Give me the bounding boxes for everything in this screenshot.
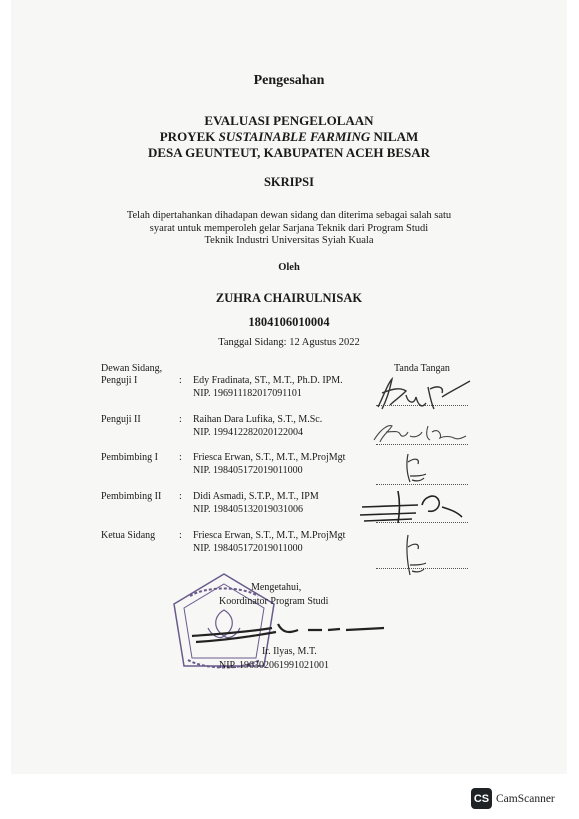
member-name: Friesca Erwan, S.T., M.T., M.ProjMgt — [193, 452, 346, 463]
member-nip: NIP. 198405172019011000 — [193, 465, 303, 476]
member-colon: : — [179, 414, 182, 425]
member-name: Raihan Dara Lufika, S.T., M.Sc. — [193, 414, 323, 425]
signature-pembimbing-1 — [398, 452, 432, 486]
thesis-title-line1: EVALUASI PENGELOLAAN — [204, 113, 374, 128]
coordinator-nip: NIP. 196302061991021001 — [219, 660, 330, 671]
by-label: Oleh — [278, 262, 300, 273]
member-role: Pembimbing II — [101, 491, 162, 502]
member-role: Penguji II — [101, 414, 141, 425]
member-nip: NIP. 198405132019031006 — [193, 504, 304, 515]
student-id: 1804106010004 — [248, 315, 330, 329]
approval-statement: Telah dipertahankan dihadapan dewan sidang dan diterima sebagai salah satu syarat untuk memperoleh gelar Sarjana Teknik dari Program Studi Teknik Industri Universitas Syiah Kuala — [126, 210, 452, 246]
coordinator-name: Ir. Ilyas, M.T. — [262, 646, 317, 657]
page-heading: Pengesahan — [253, 73, 325, 88]
thesis-title-line3: DESA GEUNTEUT, KABUPATEN ACEH BESAR — [147, 145, 431, 160]
signature-penguji-2 — [370, 418, 470, 446]
member-nip: NIP. 198405172019011000 — [193, 543, 303, 554]
member-nip: NIP. 196911182017091101 — [193, 388, 302, 399]
member-role: Pembimbing I — [101, 452, 158, 463]
member-name: Edy Fradinata, ST., M.T., Ph.D. IPM. — [193, 375, 343, 386]
thesis-title — [11, 113, 567, 161]
camscanner-icon: CS — [471, 788, 492, 809]
camscanner-label: CamScanner — [496, 792, 555, 805]
member-nip: NIP. 199412282020122004 — [193, 427, 304, 438]
thesis-title-line2: PROYEK SUSTAINABLE FARMING NILAM — [159, 129, 419, 144]
signature-penguji-1 — [370, 375, 475, 415]
member-name: Friesca Erwan, S.T., M.T., M.ProjMgt — [193, 530, 346, 541]
member-colon: : — [179, 452, 182, 463]
document-type: SKRIPSI — [263, 175, 315, 189]
member-role: Penguji I — [101, 375, 138, 386]
signature-header: Tanda Tangan — [394, 363, 450, 374]
member-name: Didi Asmadi, S.T.P., M.T., IPM — [193, 491, 319, 502]
member-colon: : — [179, 530, 182, 541]
signature-pembimbing-2 — [358, 487, 468, 527]
coordinator-position: Koordinator Program Studi — [219, 596, 329, 607]
author-name: ZUHRA CHAIRULNISAK — [215, 291, 363, 305]
session-date: Tanggal Sidang: 12 Agustus 2022 — [218, 337, 360, 348]
signature-ketua-sidang — [398, 533, 432, 579]
known-by-label: Mengetahui, — [251, 582, 302, 593]
member-role: Ketua Sidang — [101, 530, 156, 541]
committee-header: Dewan Sidang, — [101, 363, 163, 374]
camscanner-watermark — [471, 788, 555, 809]
member-colon: : — [179, 491, 182, 502]
member-colon: : — [179, 375, 182, 386]
